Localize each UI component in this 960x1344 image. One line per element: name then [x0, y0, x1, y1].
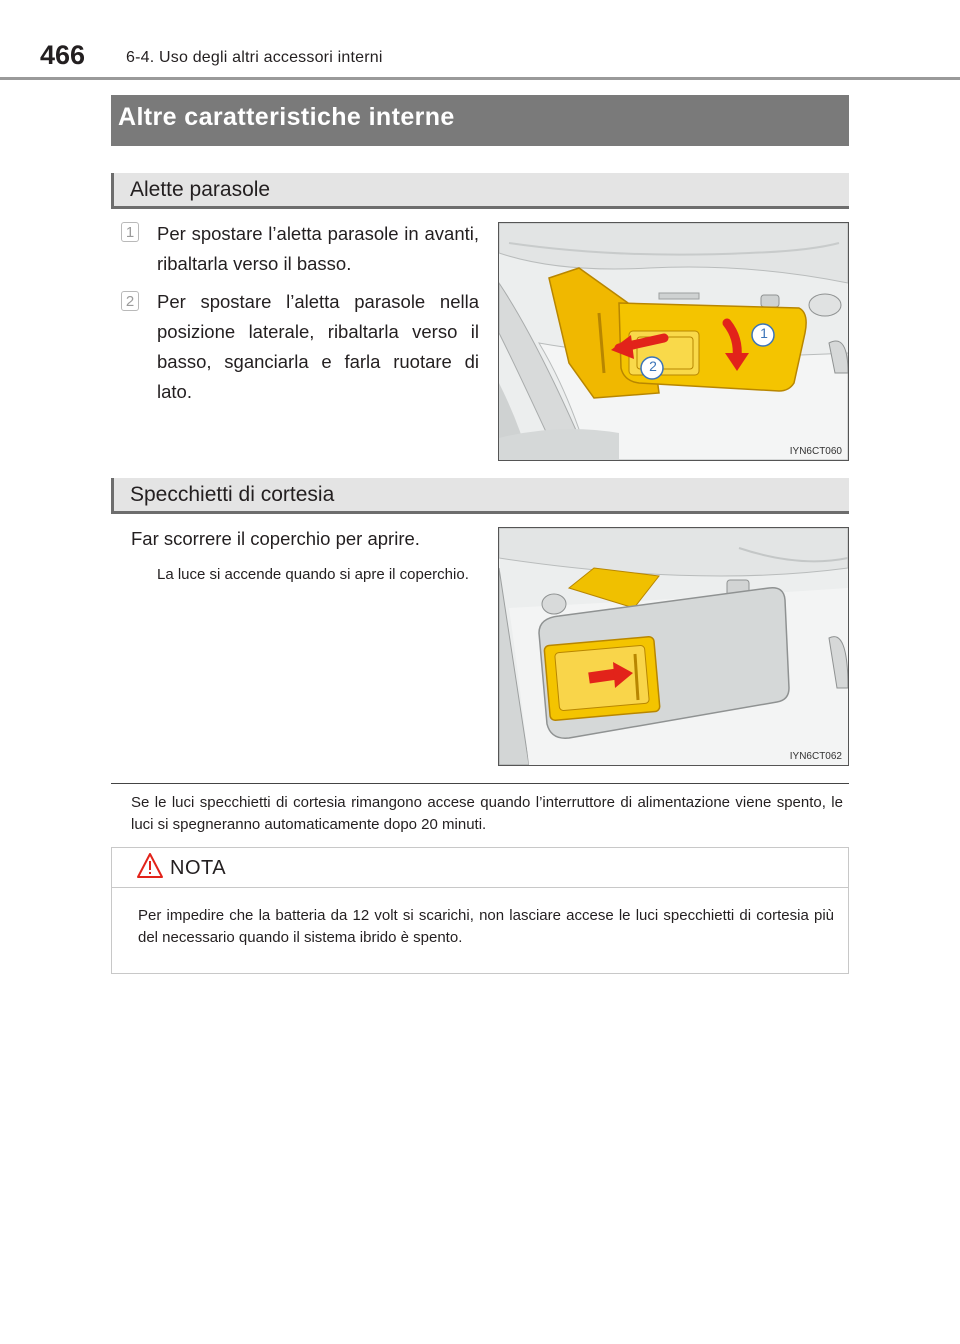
subsection-banner-vanity-mirrors — [111, 478, 849, 514]
subsection-banner-sun-visors — [111, 173, 849, 209]
subsection-title: Alette parasole — [130, 178, 271, 201]
warning-triangle-icon — [136, 852, 164, 880]
section-banner — [111, 95, 849, 146]
callout-1: 1 — [760, 325, 768, 341]
notice-text: Per impedire che la batteria da 12 volt si scarichi, non lasciare accese le luci specchietti di cortesia più del necessario quando il sistema ibrido è spento. — [138, 907, 834, 946]
notice-title: NOTA — [170, 857, 227, 879]
step-text: Per spostare l’aletta parasole nella posizione laterale, ribaltarla verso il basso, sganciarla e farla ruotare di lato. — [157, 291, 479, 402]
notice-box — [111, 847, 849, 974]
sun-visor-drawing — [499, 223, 848, 460]
figure-code: IYN6CT062 — [789, 751, 842, 762]
page-number: 466 — [40, 40, 86, 70]
running-header: 6-4. Uso degli altri accessori interni — [126, 49, 383, 66]
step-number-badge: 1 — [121, 222, 139, 242]
instruction-text: Far scorrere il coperchio per aprire. — [131, 528, 420, 549]
section-title: Altre caratteristiche interne — [118, 103, 455, 131]
header-rule — [0, 77, 960, 80]
notice-divider — [112, 887, 848, 888]
step-number-badge: 2 — [121, 291, 139, 311]
detail-text: La luce si accende quando si apre il coperchio. — [157, 566, 469, 583]
figure-code: IYN6CT060 — [789, 446, 842, 457]
sun-visor-illustration — [498, 222, 849, 461]
subsection-title: Specchietti di cortesia — [130, 483, 335, 506]
vanity-mirror-illustration — [498, 527, 849, 766]
info-text: Se le luci specchietti di cortesia rimangono accese quando l’interruttore di alimentazione viene spento, le luci si spegneranno automaticamente dopo 20 minuti. — [131, 794, 843, 833]
info-divider — [111, 783, 849, 784]
vanity-mirror-drawing — [499, 528, 848, 765]
step-text: Per spostare l’aletta parasole in avanti, ribaltarla verso il basso. — [157, 223, 479, 274]
callout-2: 2 — [649, 358, 657, 374]
